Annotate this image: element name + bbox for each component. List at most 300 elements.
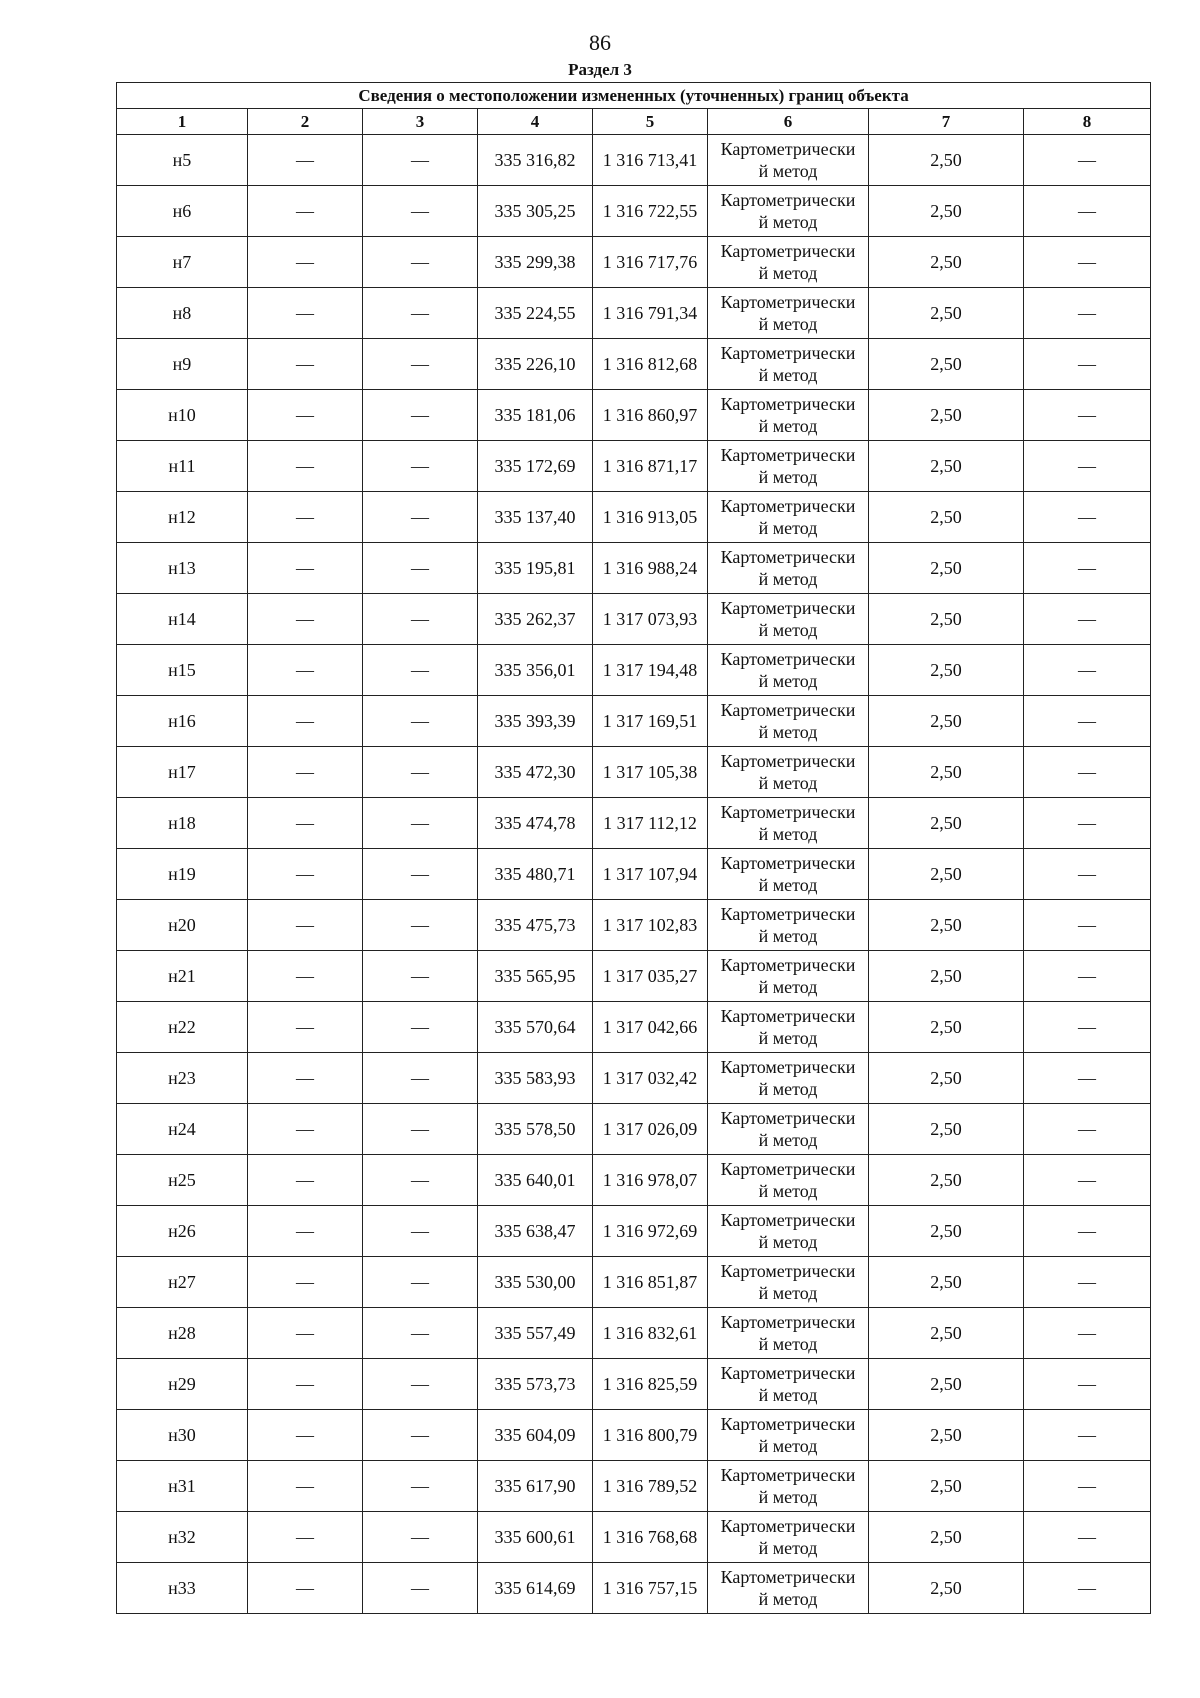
method-text-line1: Картометрически [720, 394, 856, 414]
accuracy-cell: 2,50 [869, 339, 1024, 390]
method-text-line2: й метод [758, 365, 818, 385]
method-text-line1: Картометрически [720, 1261, 856, 1281]
y-coordinate-cell: 1 316 988,24 [593, 543, 708, 594]
y-coordinate-cell: 1 316 800,79 [593, 1410, 708, 1461]
empty-value-cell: — [363, 1410, 478, 1461]
point-name-cell: н13 [117, 543, 248, 594]
method-cell [708, 135, 869, 186]
y-coordinate-cell: 1 317 026,09 [593, 1104, 708, 1155]
table-row [117, 1461, 1151, 1512]
empty-value-cell: — [248, 900, 363, 951]
point-name-cell: н10 [117, 390, 248, 441]
method-text-line2: й метод [758, 569, 818, 589]
point-name-cell: н14 [117, 594, 248, 645]
empty-value-cell: — [1024, 645, 1151, 696]
table-row [117, 237, 1151, 288]
empty-value-cell: — [248, 1308, 363, 1359]
accuracy-cell: 2,50 [869, 390, 1024, 441]
method-cell [708, 645, 869, 696]
empty-value-cell: — [1024, 1206, 1151, 1257]
method-cell [708, 1104, 869, 1155]
y-coordinate-cell: 1 316 812,68 [593, 339, 708, 390]
table-row [117, 696, 1151, 747]
point-name-cell: н22 [117, 1002, 248, 1053]
method-text-line1: Картометрически [720, 802, 856, 822]
y-coordinate-cell: 1 317 035,27 [593, 951, 708, 1002]
x-coordinate-cell: 335 299,38 [478, 237, 593, 288]
table-row [117, 849, 1151, 900]
empty-value-cell: — [248, 1206, 363, 1257]
empty-value-cell: — [1024, 339, 1151, 390]
accuracy-cell: 2,50 [869, 798, 1024, 849]
method-text-line2: й метод [758, 620, 818, 640]
point-name-cell: н25 [117, 1155, 248, 1206]
method-cell [708, 1461, 869, 1512]
empty-value-cell: — [248, 1461, 363, 1512]
empty-value-cell: — [1024, 1104, 1151, 1155]
point-name-cell: н17 [117, 747, 248, 798]
table-row [117, 492, 1151, 543]
empty-value-cell: — [1024, 1461, 1151, 1512]
empty-value-cell: — [248, 1512, 363, 1563]
y-coordinate-cell: 1 316 825,59 [593, 1359, 708, 1410]
point-name-cell: н5 [117, 135, 248, 186]
empty-value-cell: — [1024, 1155, 1151, 1206]
empty-value-cell: — [363, 288, 478, 339]
point-name-cell: н12 [117, 492, 248, 543]
empty-value-cell: — [248, 951, 363, 1002]
method-text-line1: Картометрически [720, 1567, 856, 1587]
empty-value-cell: — [248, 696, 363, 747]
column-number: 1 [117, 109, 248, 135]
y-coordinate-cell: 1 317 194,48 [593, 645, 708, 696]
method-cell [708, 900, 869, 951]
x-coordinate-cell: 335 617,90 [478, 1461, 593, 1512]
method-cell [708, 1512, 869, 1563]
method-text-line2: й метод [758, 1538, 818, 1558]
empty-value-cell: — [363, 594, 478, 645]
method-cell [708, 594, 869, 645]
x-coordinate-cell: 335 614,69 [478, 1563, 593, 1614]
x-coordinate-cell: 335 640,01 [478, 1155, 593, 1206]
point-name-cell: н9 [117, 339, 248, 390]
x-coordinate-cell: 335 475,73 [478, 900, 593, 951]
x-coordinate-cell: 335 472,30 [478, 747, 593, 798]
accuracy-cell: 2,50 [869, 1461, 1024, 1512]
method-text-line1: Картометрически [720, 445, 856, 465]
table-row [117, 1308, 1151, 1359]
empty-value-cell: — [1024, 798, 1151, 849]
point-name-cell: н7 [117, 237, 248, 288]
empty-value-cell: — [1024, 1308, 1151, 1359]
empty-value-cell: — [363, 390, 478, 441]
table-row [117, 288, 1151, 339]
method-cell [708, 390, 869, 441]
method-text-line2: й метод [758, 926, 818, 946]
method-text-line2: й метод [758, 518, 818, 538]
y-coordinate-cell: 1 316 860,97 [593, 390, 708, 441]
empty-value-cell: — [1024, 1563, 1151, 1614]
point-name-cell: н11 [117, 441, 248, 492]
y-coordinate-cell: 1 316 972,69 [593, 1206, 708, 1257]
empty-value-cell: — [363, 1563, 478, 1614]
y-coordinate-cell: 1 316 789,52 [593, 1461, 708, 1512]
method-text-line1: Картометрически [720, 598, 856, 618]
method-cell [708, 237, 869, 288]
y-coordinate-cell: 1 316 768,68 [593, 1512, 708, 1563]
method-cell [708, 696, 869, 747]
point-name-cell: н28 [117, 1308, 248, 1359]
column-number: 6 [708, 109, 869, 135]
method-text-line1: Картометрически [720, 343, 856, 363]
empty-value-cell: — [248, 1257, 363, 1308]
method-cell [708, 186, 869, 237]
table-row [117, 1512, 1151, 1563]
empty-value-cell: — [1024, 1002, 1151, 1053]
x-coordinate-cell: 335 224,55 [478, 288, 593, 339]
accuracy-cell: 2,50 [869, 1410, 1024, 1461]
method-text-line1: Картометрически [720, 292, 856, 312]
empty-value-cell: — [1024, 543, 1151, 594]
table-row [117, 645, 1151, 696]
empty-value-cell: — [248, 1359, 363, 1410]
empty-value-cell: — [248, 849, 363, 900]
empty-value-cell: — [248, 594, 363, 645]
empty-value-cell: — [1024, 135, 1151, 186]
table-row [117, 594, 1151, 645]
table-row [117, 1053, 1151, 1104]
empty-value-cell: — [1024, 1359, 1151, 1410]
accuracy-cell: 2,50 [869, 543, 1024, 594]
y-coordinate-cell: 1 316 978,07 [593, 1155, 708, 1206]
method-cell [708, 492, 869, 543]
empty-value-cell: — [248, 390, 363, 441]
point-name-cell: н21 [117, 951, 248, 1002]
empty-value-cell: — [363, 1257, 478, 1308]
x-coordinate-cell: 335 573,73 [478, 1359, 593, 1410]
accuracy-cell: 2,50 [869, 441, 1024, 492]
empty-value-cell: — [248, 135, 363, 186]
point-name-cell: н32 [117, 1512, 248, 1563]
method-text-line2: й метод [758, 773, 818, 793]
empty-value-cell: — [363, 1002, 478, 1053]
method-text-line2: й метод [758, 1232, 818, 1252]
method-text-line2: й метод [758, 1436, 818, 1456]
method-text-line1: Картометрически [720, 1414, 856, 1434]
empty-value-cell: — [363, 441, 478, 492]
y-coordinate-cell: 1 317 073,93 [593, 594, 708, 645]
method-cell [708, 288, 869, 339]
method-text-line2: й метод [758, 977, 818, 997]
method-cell [708, 1002, 869, 1053]
empty-value-cell: — [1024, 390, 1151, 441]
table-row [117, 186, 1151, 237]
method-text-line1: Картометрически [720, 853, 856, 873]
empty-value-cell: — [1024, 492, 1151, 543]
accuracy-cell: 2,50 [869, 1002, 1024, 1053]
accuracy-cell: 2,50 [869, 1512, 1024, 1563]
empty-value-cell: — [363, 747, 478, 798]
method-text-line2: й метод [758, 212, 818, 232]
method-text-line2: й метод [758, 1283, 818, 1303]
empty-value-cell: — [248, 339, 363, 390]
empty-value-cell: — [363, 1104, 478, 1155]
point-name-cell: н16 [117, 696, 248, 747]
x-coordinate-cell: 335 137,40 [478, 492, 593, 543]
empty-value-cell: — [1024, 1512, 1151, 1563]
empty-value-cell: — [248, 645, 363, 696]
x-coordinate-cell: 335 578,50 [478, 1104, 593, 1155]
accuracy-cell: 2,50 [869, 492, 1024, 543]
accuracy-cell: 2,50 [869, 594, 1024, 645]
method-text-line2: й метод [758, 1589, 818, 1609]
empty-value-cell: — [363, 543, 478, 594]
empty-value-cell: — [248, 1053, 363, 1104]
empty-value-cell: — [248, 492, 363, 543]
empty-value-cell: — [363, 1512, 478, 1563]
method-text-line2: й метод [758, 875, 818, 895]
empty-value-cell: — [1024, 594, 1151, 645]
method-text-line2: й метод [758, 467, 818, 487]
accuracy-cell: 2,50 [869, 1257, 1024, 1308]
point-name-cell: н23 [117, 1053, 248, 1104]
method-cell [708, 1308, 869, 1359]
table-row [117, 1206, 1151, 1257]
empty-value-cell: — [1024, 186, 1151, 237]
empty-value-cell: — [248, 543, 363, 594]
point-name-cell: н27 [117, 1257, 248, 1308]
table-row [117, 1104, 1151, 1155]
x-coordinate-cell: 335 393,39 [478, 696, 593, 747]
table-row [117, 543, 1151, 594]
x-coordinate-cell: 335 557,49 [478, 1308, 593, 1359]
y-coordinate-cell: 1 316 722,55 [593, 186, 708, 237]
empty-value-cell: — [363, 1206, 478, 1257]
accuracy-cell: 2,50 [869, 1053, 1024, 1104]
boundary-coordinates-table [116, 82, 1151, 1614]
point-name-cell: н8 [117, 288, 248, 339]
column-number: 8 [1024, 109, 1151, 135]
x-coordinate-cell: 335 570,64 [478, 1002, 593, 1053]
method-text-line2: й метод [758, 824, 818, 844]
method-cell [708, 1053, 869, 1104]
method-text-line1: Картометрически [720, 649, 856, 669]
method-text-line2: й метод [758, 1334, 818, 1354]
method-cell [708, 798, 869, 849]
y-coordinate-cell: 1 317 042,66 [593, 1002, 708, 1053]
method-text-line1: Картометрически [720, 1006, 856, 1026]
empty-value-cell: — [248, 1002, 363, 1053]
empty-value-cell: — [1024, 951, 1151, 1002]
accuracy-cell: 2,50 [869, 1206, 1024, 1257]
table-row [117, 798, 1151, 849]
method-cell [708, 747, 869, 798]
page-number: 86 [589, 30, 611, 55]
x-coordinate-cell: 335 530,00 [478, 1257, 593, 1308]
y-coordinate-cell: 1 317 032,42 [593, 1053, 708, 1104]
empty-value-cell: — [363, 645, 478, 696]
x-coordinate-cell: 335 181,06 [478, 390, 593, 441]
method-text-line1: Картометрически [720, 1516, 856, 1536]
column-number: 5 [593, 109, 708, 135]
method-text-line1: Картометрически [720, 955, 856, 975]
method-text-line1: Картометрически [720, 1363, 856, 1383]
method-text-line2: й метод [758, 1130, 818, 1150]
table-row [117, 951, 1151, 1002]
method-text-line2: й метод [758, 1079, 818, 1099]
empty-value-cell: — [1024, 288, 1151, 339]
empty-value-cell: — [248, 186, 363, 237]
y-coordinate-cell: 1 317 107,94 [593, 849, 708, 900]
column-number: 3 [363, 109, 478, 135]
point-name-cell: н33 [117, 1563, 248, 1614]
empty-value-cell: — [363, 1461, 478, 1512]
y-coordinate-cell: 1 316 757,15 [593, 1563, 708, 1614]
y-coordinate-cell: 1 316 717,76 [593, 237, 708, 288]
method-text-line1: Картометрически [720, 1465, 856, 1485]
y-coordinate-cell: 1 317 105,38 [593, 747, 708, 798]
method-text-line1: Картометрически [720, 904, 856, 924]
method-text-line2: й метод [758, 314, 818, 334]
table-row [117, 441, 1151, 492]
table-row [117, 390, 1151, 441]
point-name-cell: н6 [117, 186, 248, 237]
accuracy-cell: 2,50 [869, 645, 1024, 696]
method-text-line2: й метод [758, 671, 818, 691]
method-cell [708, 441, 869, 492]
x-coordinate-cell: 335 638,47 [478, 1206, 593, 1257]
table-row [117, 747, 1151, 798]
empty-value-cell: — [248, 237, 363, 288]
method-cell [708, 1206, 869, 1257]
accuracy-cell: 2,50 [869, 747, 1024, 798]
table-row [117, 1563, 1151, 1614]
method-text-line1: Картометрически [720, 1108, 856, 1128]
table-caption: Сведения о местоположении измененных (уточненных) границ объекта [117, 83, 1151, 109]
y-coordinate-cell: 1 316 713,41 [593, 135, 708, 186]
section-title: Раздел 3 [568, 60, 632, 79]
y-coordinate-cell: 1 317 169,51 [593, 696, 708, 747]
empty-value-cell: — [248, 441, 363, 492]
method-cell [708, 543, 869, 594]
empty-value-cell: — [363, 951, 478, 1002]
empty-value-cell: — [248, 1104, 363, 1155]
accuracy-cell: 2,50 [869, 1359, 1024, 1410]
method-text-line1: Картометрически [720, 700, 856, 720]
method-text-line2: й метод [758, 416, 818, 436]
method-text-line2: й метод [758, 161, 818, 181]
y-coordinate-cell: 1 316 832,61 [593, 1308, 708, 1359]
table-row [117, 1257, 1151, 1308]
method-cell [708, 1563, 869, 1614]
accuracy-cell: 2,50 [869, 186, 1024, 237]
y-coordinate-cell: 1 316 913,05 [593, 492, 708, 543]
empty-value-cell: — [248, 1563, 363, 1614]
empty-value-cell: — [1024, 747, 1151, 798]
column-number: 2 [248, 109, 363, 135]
empty-value-cell: — [1024, 441, 1151, 492]
empty-value-cell: — [363, 237, 478, 288]
x-coordinate-cell: 335 172,69 [478, 441, 593, 492]
empty-value-cell: — [363, 135, 478, 186]
accuracy-cell: 2,50 [869, 237, 1024, 288]
empty-value-cell: — [363, 186, 478, 237]
method-cell [708, 1410, 869, 1461]
empty-value-cell: — [1024, 849, 1151, 900]
accuracy-cell: 2,50 [869, 1104, 1024, 1155]
column-number-row [117, 109, 1151, 135]
method-cell [708, 1359, 869, 1410]
point-name-cell: н19 [117, 849, 248, 900]
empty-value-cell: — [248, 288, 363, 339]
accuracy-cell: 2,50 [869, 1563, 1024, 1614]
accuracy-cell: 2,50 [869, 1155, 1024, 1206]
empty-value-cell: — [363, 339, 478, 390]
empty-value-cell: — [248, 1155, 363, 1206]
accuracy-cell: 2,50 [869, 951, 1024, 1002]
point-name-cell: н30 [117, 1410, 248, 1461]
method-text-line1: Картометрически [720, 190, 856, 210]
point-name-cell: н29 [117, 1359, 248, 1410]
empty-value-cell: — [363, 798, 478, 849]
x-coordinate-cell: 335 474,78 [478, 798, 593, 849]
empty-value-cell: — [1024, 1257, 1151, 1308]
method-text-line1: Картометрически [720, 1312, 856, 1332]
method-text-line2: й метод [758, 1181, 818, 1201]
column-number: 7 [869, 109, 1024, 135]
accuracy-cell: 2,50 [869, 900, 1024, 951]
method-text-line2: й метод [758, 263, 818, 283]
table-row [117, 339, 1151, 390]
method-cell [708, 1257, 869, 1308]
table-row [117, 900, 1151, 951]
empty-value-cell: — [363, 1155, 478, 1206]
empty-value-cell: — [1024, 1053, 1151, 1104]
y-coordinate-cell: 1 317 112,12 [593, 798, 708, 849]
method-text-line1: Картометрически [720, 241, 856, 261]
empty-value-cell: — [1024, 1410, 1151, 1461]
empty-value-cell: — [363, 492, 478, 543]
accuracy-cell: 2,50 [869, 1308, 1024, 1359]
method-text-line1: Картометрически [720, 1057, 856, 1077]
x-coordinate-cell: 335 604,09 [478, 1410, 593, 1461]
accuracy-cell: 2,50 [869, 849, 1024, 900]
x-coordinate-cell: 335 565,95 [478, 951, 593, 1002]
y-coordinate-cell: 1 317 102,83 [593, 900, 708, 951]
empty-value-cell: — [1024, 900, 1151, 951]
point-name-cell: н26 [117, 1206, 248, 1257]
point-name-cell: н15 [117, 645, 248, 696]
x-coordinate-cell: 335 600,61 [478, 1512, 593, 1563]
point-name-cell: н24 [117, 1104, 248, 1155]
method-text-line1: Картометрически [720, 547, 856, 567]
x-coordinate-cell: 335 226,10 [478, 339, 593, 390]
method-cell [708, 951, 869, 1002]
empty-value-cell: — [248, 1410, 363, 1461]
accuracy-cell: 2,50 [869, 135, 1024, 186]
table-row [117, 135, 1151, 186]
empty-value-cell: — [363, 900, 478, 951]
point-name-cell: н20 [117, 900, 248, 951]
method-cell [708, 849, 869, 900]
empty-value-cell: — [363, 1053, 478, 1104]
y-coordinate-cell: 1 316 871,17 [593, 441, 708, 492]
column-number: 4 [478, 109, 593, 135]
method-text-line1: Картометрически [720, 751, 856, 771]
method-text-line2: й метод [758, 1487, 818, 1507]
method-text-line2: й метод [758, 1385, 818, 1405]
y-coordinate-cell: 1 316 791,34 [593, 288, 708, 339]
